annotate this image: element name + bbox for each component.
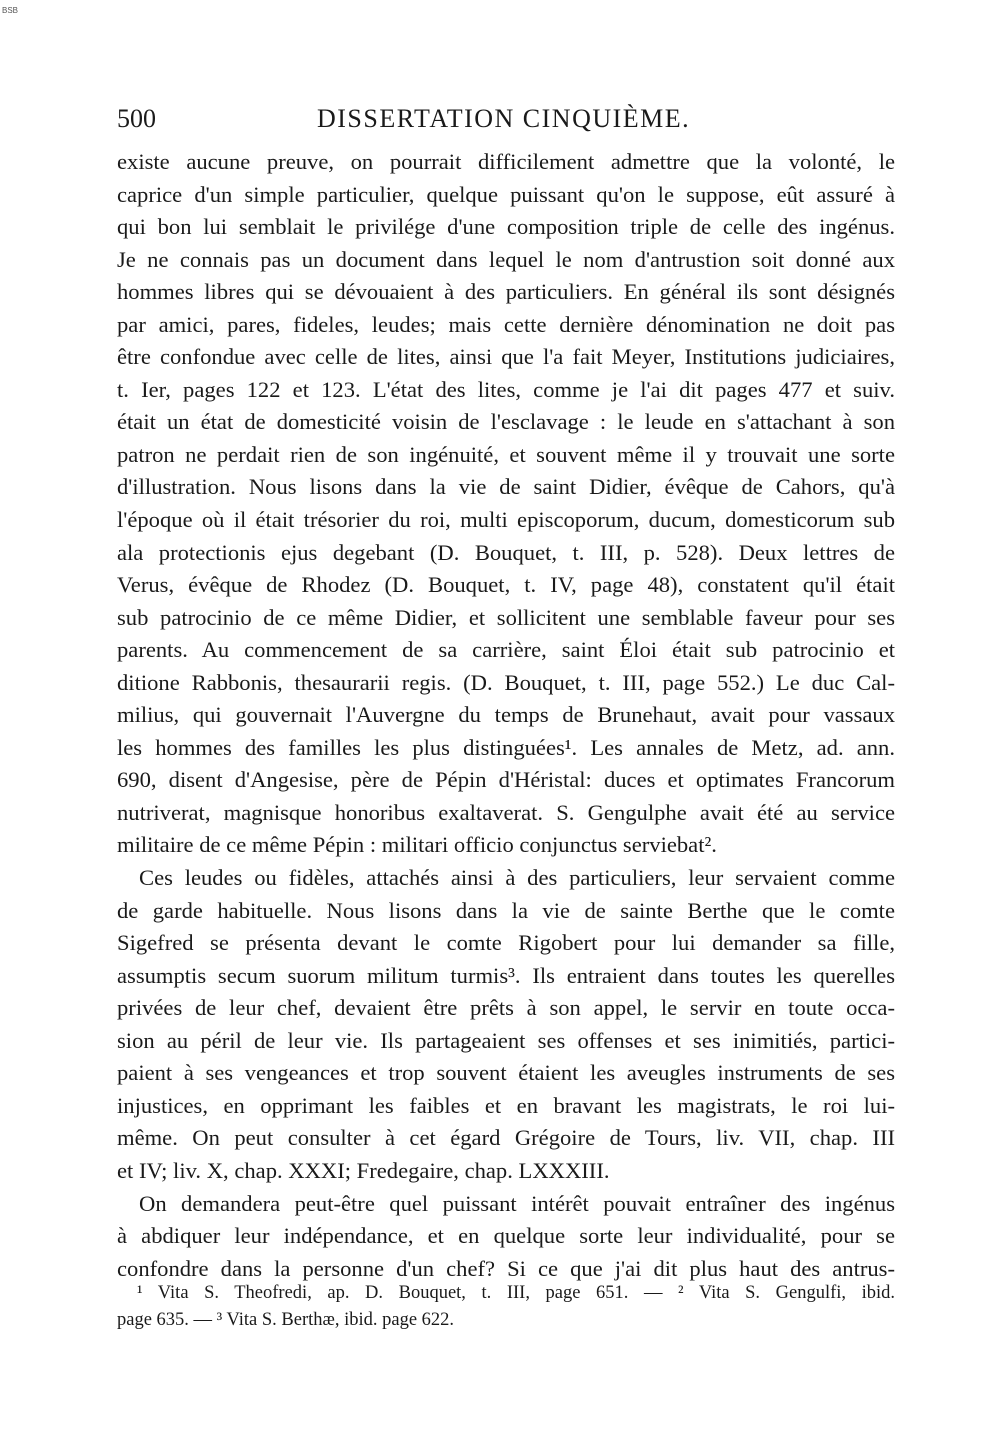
text-line: 690, disent d'Angesise, père de Pépin d'Héristal: duces et optimates Francorum — [117, 767, 895, 793]
paragraph — [117, 1188, 895, 1286]
text-line: confondre dans la personne d'un chef? Si ce que j'ai dit plus haut des antrus- — [117, 1255, 895, 1281]
text-line: l'époque où il était trésorier du roi, multi episcoporum, ducum, domesticorum sub — [117, 507, 895, 533]
text-line: assumptis secum suorum militum turmis³. Ils entraient dans toutes les querelles — [117, 962, 895, 988]
text-line: nutriverat, magnisque honoribus exaltaverat. S. Gengulphe avait été au service — [117, 799, 895, 825]
text-line: existe aucune preuve, on pourrait difficilement admettre que la volonté, le — [117, 149, 895, 174]
text-line: milius, qui gouvernait l'Auvergne du temps de Brunehaut, avait pour vassaux — [117, 702, 895, 728]
text-line: à abdiquer leur indépendance, et en quelque sorte leur individualité, pour se — [117, 1223, 895, 1249]
text-line: injustices, en opprimant les faibles et en bravant les magistrats, le roi lui- — [117, 1092, 895, 1118]
text-line: d'illustration. Nous lisons dans la vie de saint Didier, évêque de Cahors, qu'à — [117, 474, 895, 500]
text-line: militaire de ce même Pépin : militari officio conjunctus serviebat². — [117, 832, 717, 858]
text-line: qui bon lui semblait le privilége d'une composition triple de celle des ingénus. — [117, 214, 895, 240]
text-line: parents. Au commencement de sa carrière, saint Éloi était sub patrocinio et — [117, 637, 895, 663]
text-line: par amici, pares, fideles, leudes; mais cette dernière dénomination ne doit pas — [117, 311, 895, 337]
body-text — [117, 146, 895, 1285]
text-line: hommes libres qui se dévouaient à des particuliers. En général ils sont désignés — [117, 279, 895, 305]
footnote-line: page 635. — ³ Vita S. Berthæ, ibid. page 622. — [117, 1310, 455, 1330]
text-line: les hommes des familles les plus distinguées¹. Les annales de Metz, ad. ann. — [117, 734, 895, 760]
text-line: était un état de domesticité voisin de l'esclavage : le leude en s'attachant à son — [117, 409, 895, 435]
text-line: privées de leur chef, devaient être prêts à son appel, le servir en toute occa- — [117, 995, 895, 1021]
text-line: Verus, évêque de Rhodez (D. Bouquet, t. IV, page 48), constatent qu'il était — [117, 572, 895, 598]
page-number: 500 — [117, 104, 156, 133]
text-line: patron ne perdait rien de son ingénuité, et souvent même il y trouvait une sorte — [117, 441, 895, 467]
page-header — [117, 104, 897, 140]
text-line: caprice d'un simple particulier, quelque puissant qu'on le suppose, eût assuré à — [117, 181, 895, 207]
text-line: paient à ses vengeances et trop souvent étaient les aveugles instruments de ses — [117, 1060, 895, 1086]
footnotes — [117, 1280, 895, 1334]
running-title: DISSERTATION CINQUIÈME. — [317, 104, 691, 133]
text-line: être confondue avec celle de lites, ainsi que l'a fait Meyer, Institutions judiciaires, — [117, 344, 895, 370]
text-line: Ces leudes ou fidèles, attachés ainsi à des particuliers, leur servaient comme — [139, 865, 895, 891]
text-line: On demandera peut-être quel puissant intérêt pouvait entraîner des ingénus — [139, 1190, 895, 1216]
paragraph — [117, 146, 895, 862]
library-stamp: BSB — [2, 6, 19, 15]
text-line: ditione Rabbonis, thesaurarii regis. (D. Bouquet, t. III, page 552.) Le duc Cal- — [117, 669, 895, 695]
text-line: t. Ier, pages 122 et 123. L'état des lites, comme je l'ai dit pages 477 et suiv. — [117, 376, 895, 402]
text-line: de garde habituelle. Nous lisons dans la vie de sainte Berthe que le comte — [117, 897, 895, 923]
text-line: sub patrocinio de ce même Didier, et sollicitent une semblable faveur pour ses — [117, 604, 895, 630]
footnote-line: ¹ Vita S. Theofredi, ap. D. Bouquet, t. III, page 651. — ² Vita S. Gengulfi, ibid. — [137, 1283, 895, 1303]
text-line: sion au péril de leur vie. Ils partageaient ses offenses et ses inimitiés, partici- — [117, 1027, 895, 1053]
text-line: Sigefred se présenta devant le comte Rigobert pour lui demander sa fille, — [117, 930, 895, 956]
text-line: ala protectionis ejus degebant (D. Bouquet, t. III, p. 528). Deux lettres de — [117, 539, 895, 565]
text-line: et IV; liv. X, chap. XXXI; Fredegaire, chap. LXXXIII. — [117, 1157, 610, 1183]
text-line: même. On peut consulter à cet égard Grégoire de Tours, liv. VII, chap. III — [117, 1125, 895, 1151]
text-line: Je ne connais pas un document dans lequel le nom d'antrustion soit donné aux — [117, 246, 895, 272]
paragraph — [117, 862, 895, 1187]
